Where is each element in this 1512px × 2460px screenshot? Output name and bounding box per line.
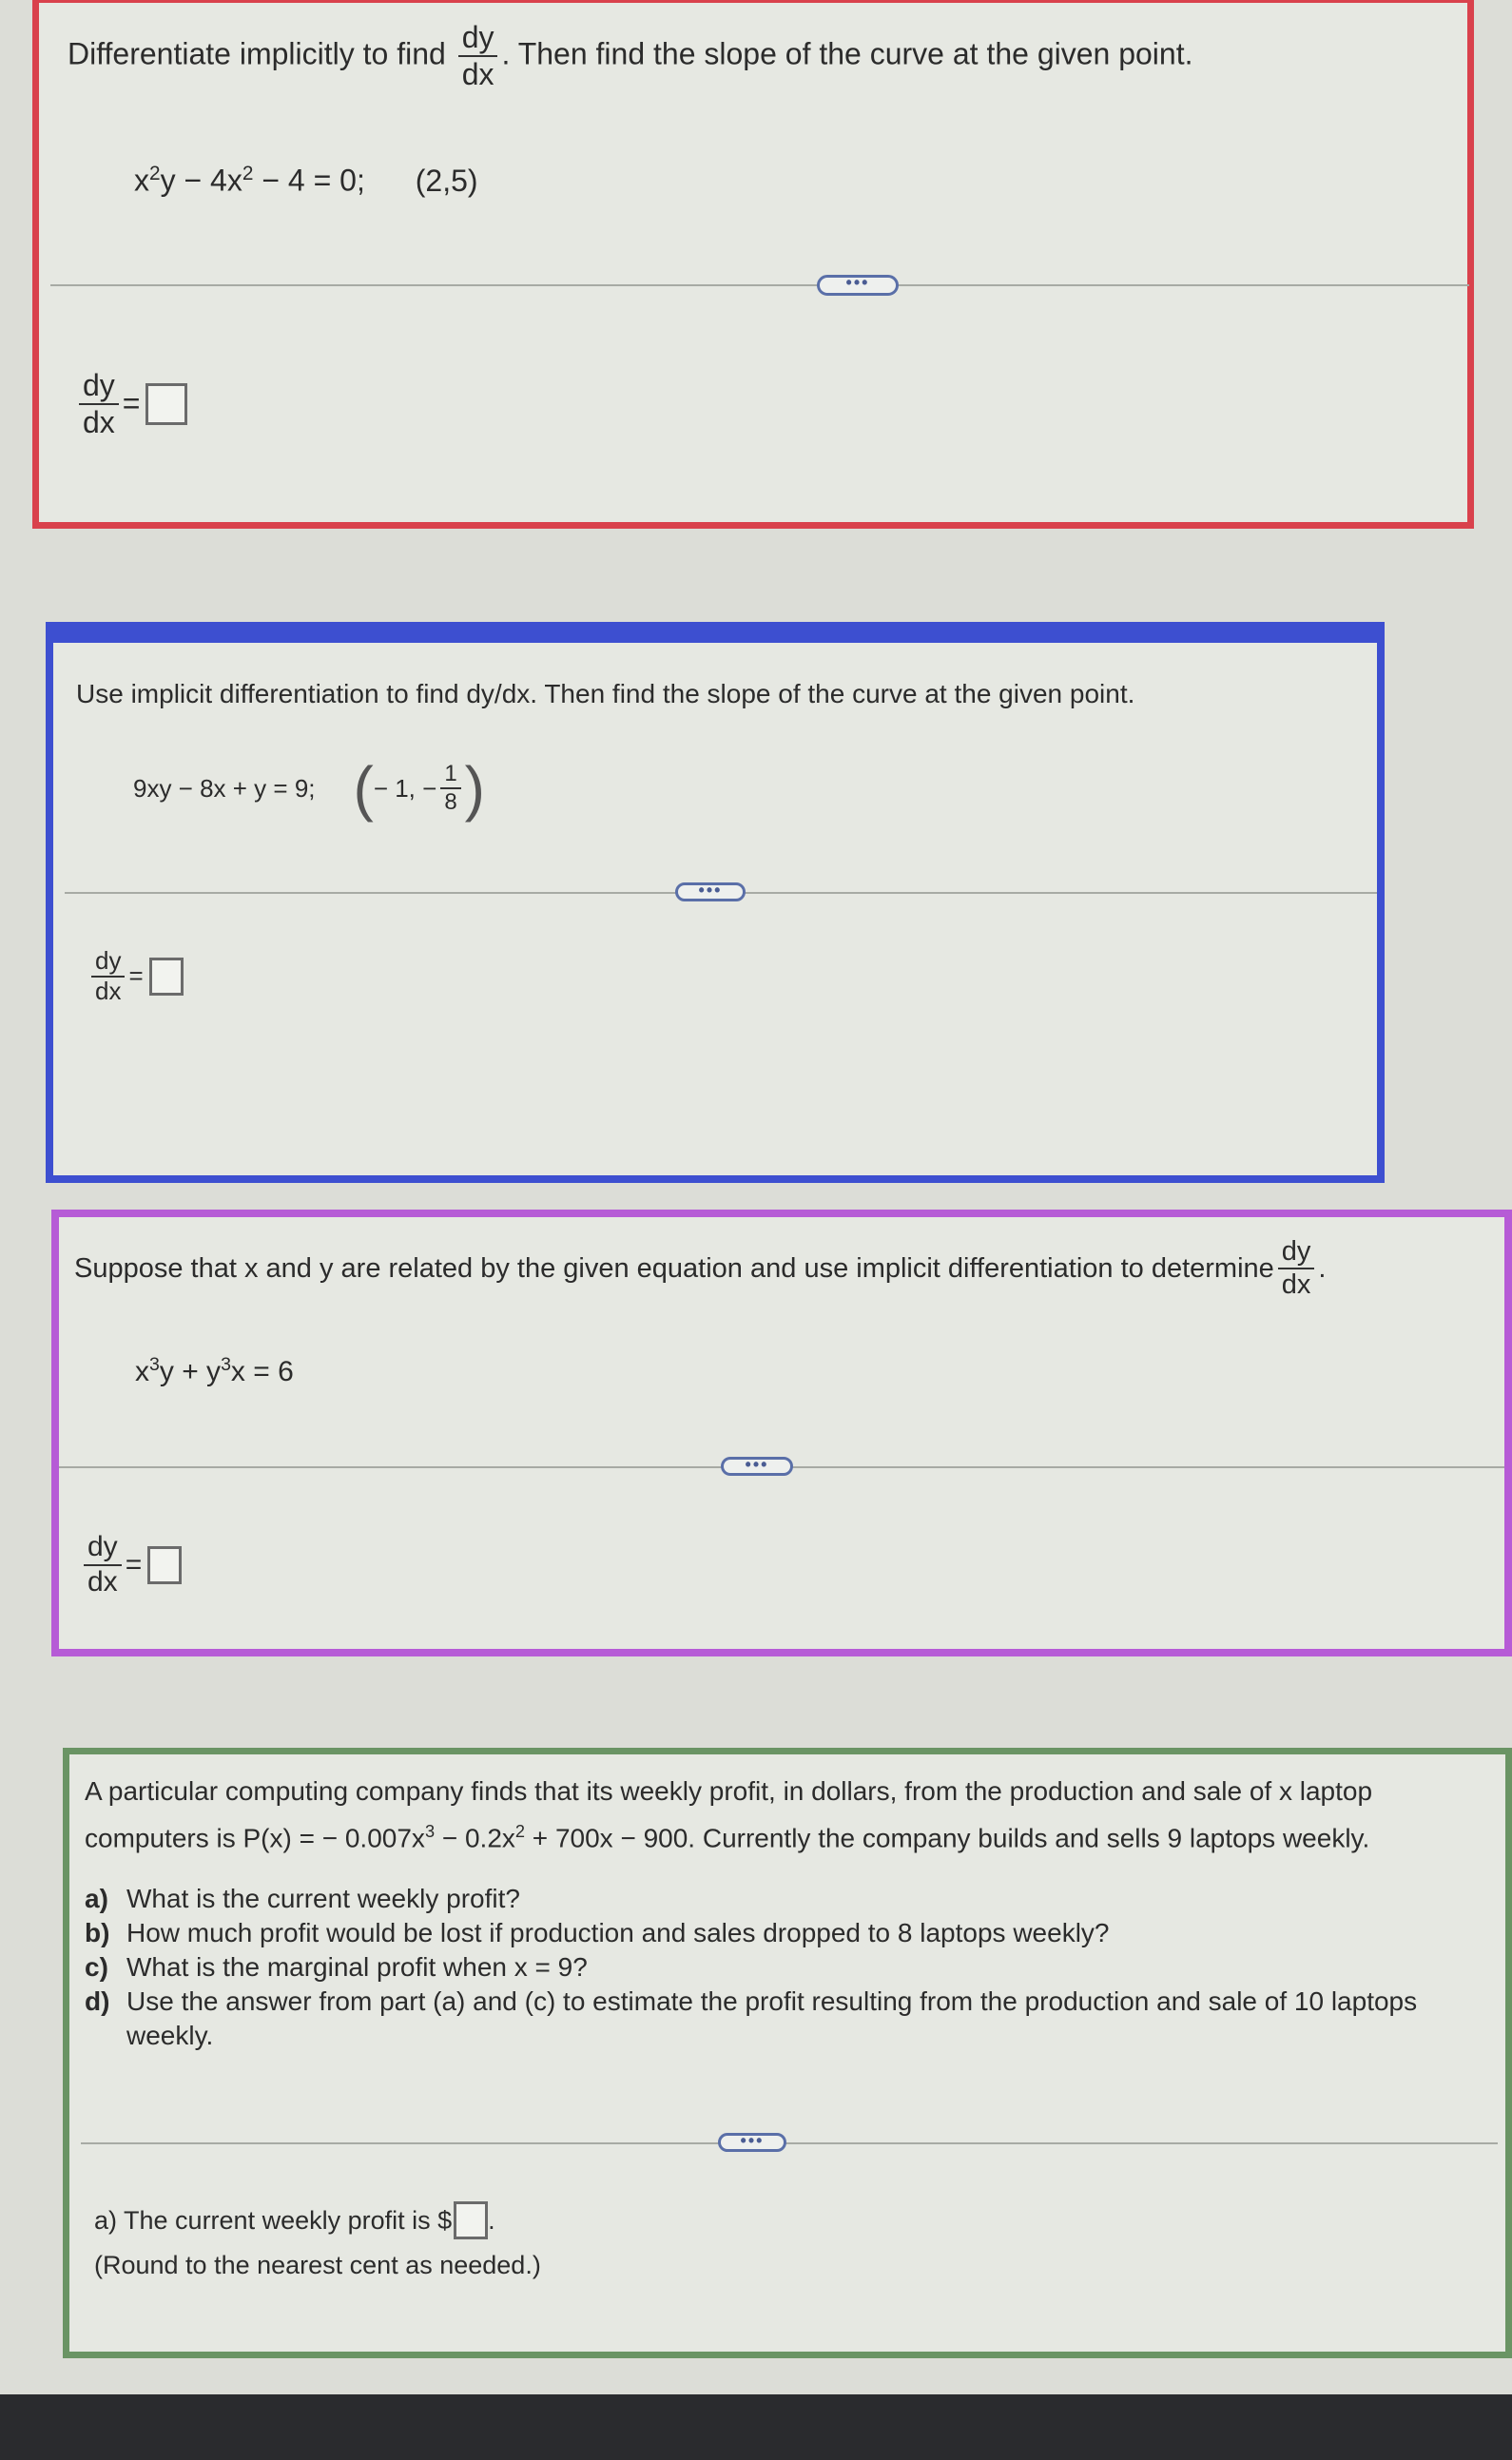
left-paren: ( <box>353 754 374 823</box>
show-more-button[interactable]: ••• <box>817 275 899 296</box>
part-text: How much profit would be lost if production and sales dropped to 8 laptops weekly? <box>126 1918 1110 1947</box>
point-x: − 1, − <box>373 773 437 803</box>
equals-sign: = <box>125 1548 143 1580</box>
prompt-text-tail: . Then find the slope of the curve at the given point. <box>501 36 1193 71</box>
part-text: What is the marginal profit when x = 9? <box>126 1952 588 1982</box>
screen-bezel <box>0 2394 1512 2460</box>
question-3-prompt: Suppose that x and y are related by the given equation and use implicit differentiation to determine $\frac{dy}{dx}$ . <box>74 1236 1327 1301</box>
part-label: d) <box>85 1986 110 2016</box>
profit-function-mid: − 0.2x <box>435 1823 515 1853</box>
part-label: c) <box>85 1952 108 1982</box>
dy-dx-fraction <box>91 947 125 1006</box>
right-paren: ) <box>464 754 485 823</box>
prompt-line-2: computers is P(x) = − $0.007x^3 - 0.2x^2 + 700x - 900$. Currently the company builds and sells 9 laptops weekly. <box>85 1822 1370 1853</box>
question-1-equation: $x^2y - 4x^2 - 4 = 0$; (2,5) <box>134 163 478 198</box>
show-more-button[interactable]: ••• <box>675 882 746 901</box>
answer-row-3 <box>80 1531 182 1598</box>
fraction-denominator: dx <box>461 56 494 91</box>
point-fraction <box>440 761 460 815</box>
dy-dx-fraction <box>84 1531 122 1598</box>
answer-input-3[interactable] <box>147 1546 182 1584</box>
fraction-numerator: dy <box>91 947 125 978</box>
answer-input-2[interactable] <box>149 958 184 996</box>
part-text: Use the answer from part (a) and (c) to estimate the profit resulting from the production and sale of 10 laptops weekly. <box>126 1986 1418 2050</box>
question-3-equation: $x^3y + y^3x = 6$ <box>135 1354 294 1387</box>
fraction-numerator: dy <box>1278 1236 1315 1269</box>
answer-row-4 <box>94 2201 495 2239</box>
divider <box>81 2142 1498 2144</box>
question-panel-2 <box>46 622 1385 1183</box>
equation-tail: x = 6 <box>230 1356 294 1387</box>
given-point: (2,5) <box>415 163 478 198</box>
fraction-denominator: dx <box>1281 1269 1311 1301</box>
fraction-numerator: dy <box>84 1531 122 1566</box>
profit-function-start: computers is P(x) = − 0.007x <box>85 1823 425 1853</box>
profit-answer-input[interactable] <box>454 2201 488 2239</box>
profit-function-end: + 700x − 900. Currently the company builds and sells 9 laptops weekly. <box>525 1823 1370 1853</box>
question-2-prompt: Use implicit differentiation to find dy/dx. Then find the slope of the curve at the given point. <box>76 679 1135 708</box>
part-label: a) <box>85 1884 108 1913</box>
question-1-prompt <box>68 20 1192 92</box>
prompt-line-1: A particular computing company finds that its weekly profit, in dollars, from the production and sale of x laptop <box>85 1776 1373 1806</box>
rounding-note: (Round to the nearest cent as needed.) <box>94 2251 541 2279</box>
equals-sign: = <box>128 961 144 991</box>
fraction-denominator: dx <box>87 1565 118 1598</box>
part-text: What is the current weekly profit? <box>126 1884 520 1913</box>
equation-text: y + y <box>159 1356 222 1387</box>
show-more-button[interactable]: ••• <box>718 2133 786 2152</box>
question-4-prompt <box>85 1772 1492 1858</box>
divider <box>50 284 1469 286</box>
question-4-parts <box>85 1882 1492 2053</box>
fraction-numerator: dy <box>79 368 119 405</box>
question-panel-3 <box>51 1210 1512 1656</box>
fraction-denominator: dx <box>83 404 115 439</box>
equation-tail: − 4 = 0; <box>253 163 365 198</box>
equals-sign: = <box>122 386 141 421</box>
fraction-numerator: dy <box>458 20 498 57</box>
fraction-denominator: 8 <box>444 789 457 815</box>
answer-row-2 <box>87 947 184 1006</box>
dy-dx-fraction <box>79 368 119 440</box>
equation-text: y − 4x <box>160 163 242 198</box>
part-b <box>85 1916 1492 1950</box>
part-c <box>85 1950 1492 1985</box>
part-d <box>85 1985 1492 2053</box>
prompt-text: Differentiate implicitly to find <box>68 36 446 71</box>
part-a <box>85 1882 1492 1916</box>
question-panel-1 <box>32 0 1474 529</box>
part-label: b) <box>85 1918 110 1947</box>
question-2-equation <box>133 753 485 823</box>
show-more-button[interactable]: ••• <box>721 1457 793 1476</box>
question-panel-4 <box>63 1748 1512 2358</box>
dy-dx-fraction <box>1278 1236 1315 1302</box>
answer-prefix: a) The current weekly profit is $ <box>94 2205 453 2235</box>
fraction-denominator: dx <box>95 976 122 1005</box>
answer-input-1[interactable] <box>145 383 187 425</box>
fraction-numerator: 1 <box>440 761 460 789</box>
dy-dx-fraction <box>458 20 498 92</box>
prompt-text: Suppose that x and y are related by the given equation and use implicit differentiation to determine <box>74 1252 1274 1284</box>
equation-text: 9xy − 8x + y = 9; <box>133 773 316 803</box>
answer-row-1 <box>75 368 187 440</box>
answer-suffix: . <box>488 2205 495 2235</box>
